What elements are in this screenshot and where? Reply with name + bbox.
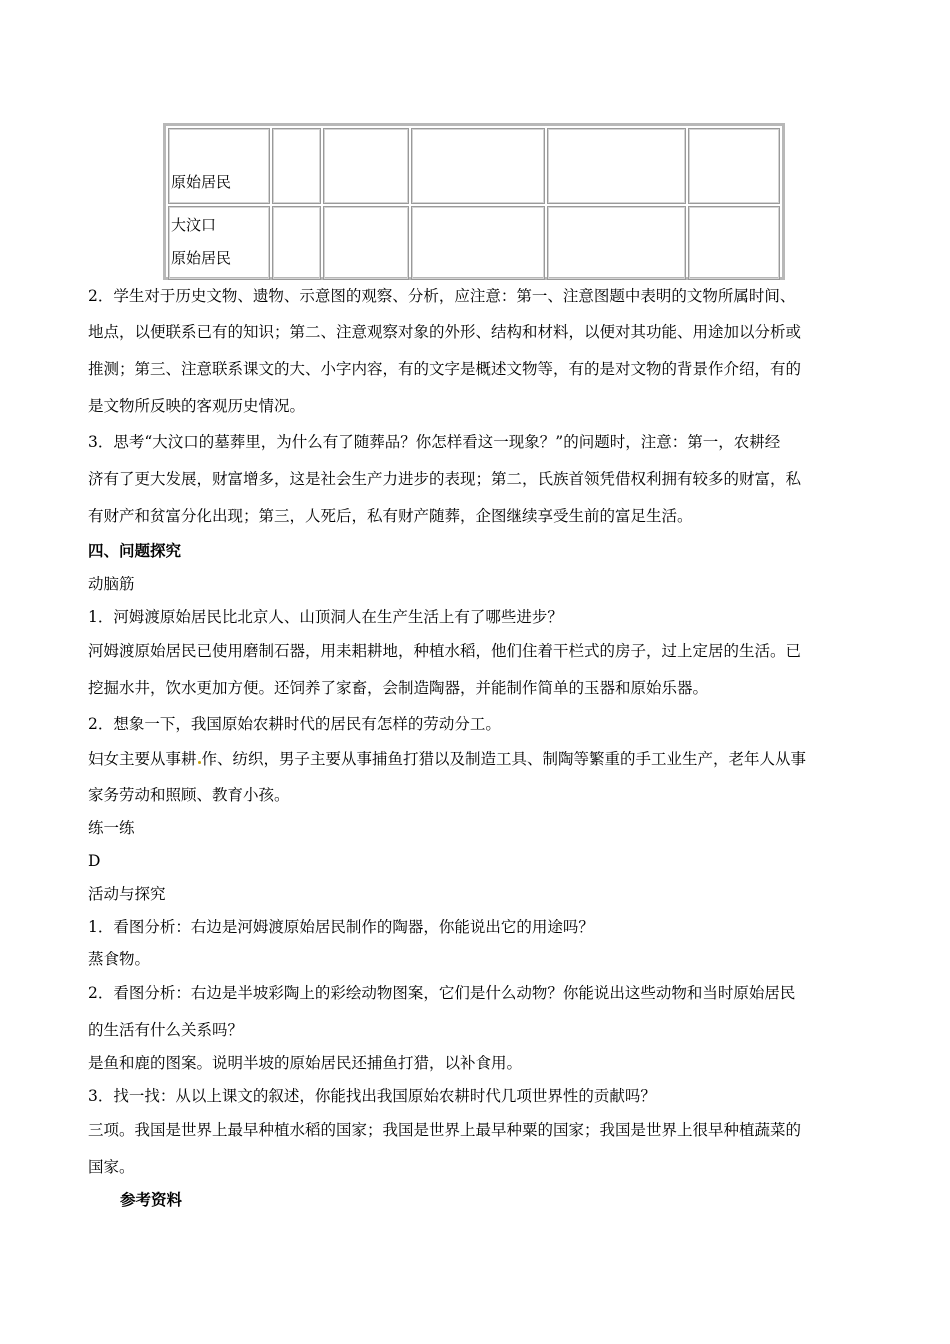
practice-label: 练一练 [88, 819, 135, 837]
paragraph-2-line: 2．学生对于历史文物、遗物、示意图的观察、分析，应注意：第一、注意图题中表明的文物所属时间、 [88, 287, 796, 305]
table-cell [411, 206, 545, 280]
section-heading: 四、问题探究 [88, 541, 182, 560]
paragraph-2-line: 是文物所反映的客观历史情况。 [88, 397, 306, 415]
activity-answer-3-line: 国家。 [88, 1158, 135, 1176]
answer-2-text-end: 作、纺织，男子主要从事捕鱼打猎以及制造工具、制陶等繁重的手工业生产，老年人从事 [201, 750, 807, 768]
table-cell [323, 128, 409, 204]
activity-question-3: 3．找一找：从以上课文的叙述，你能找出我国原始农耕时代几项世界性的贡献吗？ [88, 1087, 656, 1105]
table-row-label [168, 206, 270, 280]
paragraph-3-line: 3．思考“大汶口的墓葬里，为什么有了随葬品？你怎样看这一现象？”的问题时，注意：第一，农耕经 [88, 433, 781, 451]
activity-answer-1: 蒸食物。 [88, 950, 151, 968]
activity-question-2-line: 的生活有什么关系吗？ [88, 1021, 244, 1039]
table-cell [688, 128, 780, 204]
think-label: 动脑筋 [88, 575, 135, 593]
activity-question-1: 1．看图分析：右边是河姆渡原始居民制作的陶器，你能说出它的用途吗？ [88, 918, 594, 936]
practice-answer: D [88, 852, 101, 870]
label-line: 原始居民 [171, 173, 232, 191]
label-line: 原始居民 [171, 249, 232, 267]
question-1: 1．河姆渡原始居民比北京人、山顶洞人在生产生活上有了哪些进步？ [88, 608, 563, 626]
activity-question-2-line: 2．看图分析：右边是半坡彩陶上的彩绘动物图案，它们是什么动物？你能说出这些动物和当时原始居民 [88, 984, 796, 1002]
table-row [168, 128, 780, 204]
table-cell [272, 206, 321, 280]
table-row-label [168, 128, 270, 204]
comparison-table-grid [166, 126, 782, 282]
table-cell [547, 128, 686, 204]
paragraph-2-line: 地点，以便联系已有的知识；第二、注意观察对象的外形、结构和材料，以便对其功能、用途加以分析或 [88, 323, 802, 341]
label-line: 大汶口 [171, 216, 217, 234]
table-cell [411, 128, 545, 204]
table-cell [547, 206, 686, 280]
table-cell [323, 206, 409, 280]
answer-2-line [88, 749, 806, 769]
answer-2-line: 家务劳动和照顾、教育小孩。 [88, 786, 290, 804]
mark-dot [198, 761, 201, 764]
question-2: 2．想象一下，我国原始农耕时代的居民有怎样的劳动分工。 [88, 715, 501, 733]
paragraph-2-line: 推测；第三、注意联系课文的大、小字内容，有的文字是概述文物等，有的是对文物的背景作介绍，有的 [88, 360, 802, 378]
paragraph-3-line: 济有了更大发展，财富增多，这是社会生产力进步的表现；第二，氏族首领凭借权利拥有较多的财富，私 [88, 470, 802, 488]
activity-answer-2: 是鱼和鹿的图案。说明半坡的原始居民还捕鱼打猎，以补食用。 [88, 1054, 523, 1072]
activity-answer-3-line: 三项。我国是世界上最早种植水稻的国家；我国是世界上最早种粟的国家；我国是世界上很早种植蔬菜的 [88, 1121, 802, 1139]
answer-1-line: 挖掘水井，饮水更加方便。还饲养了家畜，会制造陶器，并能制作简单的玉器和原始乐器。 [88, 679, 709, 697]
reference-heading: 参考资料 [120, 1190, 183, 1209]
activity-label: 活动与探究 [88, 885, 166, 903]
paragraph-3-line: 有财产和贫富分化出现；第三，人死后，私有财产随葬，企图继续享受生前的富足生活。 [88, 507, 693, 525]
comparison-table [163, 123, 785, 280]
table-cell [688, 206, 780, 280]
table-cell [272, 128, 321, 204]
table-row [168, 206, 780, 280]
answer-1-line: 河姆渡原始居民已使用磨制石器，用耒耜耕地，种植水稻，他们住着干栏式的房子，过上定居的生活。已 [88, 642, 802, 660]
answer-2-text-start: 妇女主要从事耕 [88, 750, 197, 768]
